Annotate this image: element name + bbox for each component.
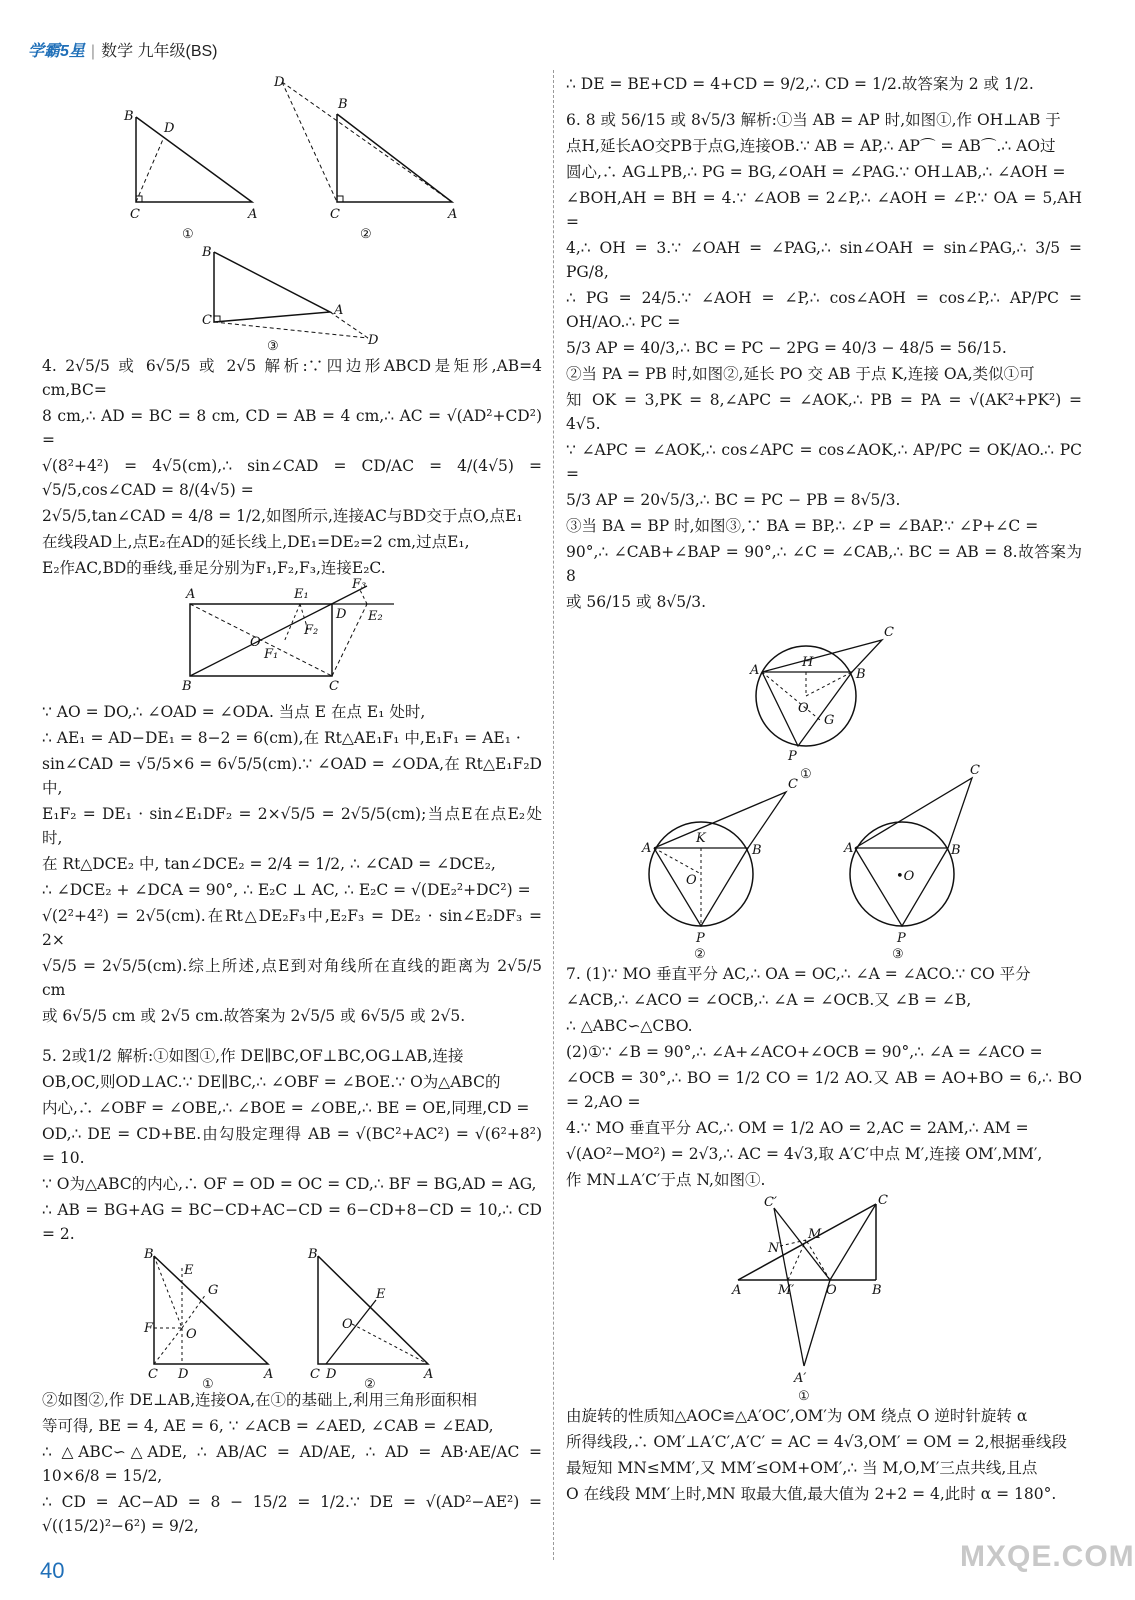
fig6-2-label-P: P (696, 931, 705, 946)
right-column (566, 72, 1082, 1508)
answer-5b-line: ∴ CD = AC−AD = 8 − 15/2 = 1/2.∵ DE = √(AD²−AE²) = √((15/2)²−6²) = 9/2, (42, 1493, 542, 1535)
fig3-1-label-C: C (130, 207, 140, 222)
fig4-label-C: C (329, 679, 339, 694)
fig6-2-tangent (654, 792, 786, 848)
fig3-2-label-B: B (338, 97, 348, 112)
fig5-2-label-B: B (308, 1247, 318, 1262)
fig4-label-F1: F₁ (264, 647, 279, 662)
fig3-1-label-D: D (164, 121, 175, 136)
answer-6-line: ③当 BA = BP 时,如图③,∵ BA = BP,∴ ∠P = ∠BAP.∵ ∠P+∠C = (566, 517, 1039, 535)
fig6-3-label-O: •O (896, 869, 915, 884)
answer-7 (566, 962, 1082, 1192)
answer-5-conclusion: ∴ DE = BE+CD = 4+CD = 9/2,∴ CD = 1/2.故答案为 2 或 1/2. (566, 75, 1034, 93)
watermark-logo: MXQE.COM (960, 1540, 1135, 1573)
answer-6-line: 5/3 AP = 20√5/3,∴ BC = PC − PB = 8√5/3. (566, 491, 901, 509)
fig3-3-caption: ③ (267, 339, 279, 354)
fig6-1-label-B: B (856, 667, 866, 682)
fig4-label-O: O (250, 635, 261, 650)
fig7-label-M: M (808, 1227, 822, 1242)
fig7-label-C: C (878, 1193, 888, 1208)
answer-6 (566, 108, 1082, 614)
fig5-2-triangle (318, 1256, 428, 1364)
answer-6-line: 点H,延长AO交PB于点G,连接OB.∵ AB = AP,∴ AP⌒ = AB⌒.∴ AO过 (566, 137, 1056, 155)
answer-5-line: OD,∴ DE = CD+BE.由勾股定理得 AB = √(BC²+AC²) = √(6²+8²) = 10. (42, 1125, 542, 1167)
answer-6-line: ②当 PA = PB 时,如图②,延长 PO 交 AB 于点 K,连接 OA,类似①可 (566, 365, 1035, 383)
fig5-2-label-E: E (376, 1287, 386, 1302)
answer-5-continued (42, 1388, 542, 1538)
fig7-label-A: A (732, 1283, 742, 1298)
fig6-1-caption: ① (800, 767, 812, 782)
answer-7b-line: 最短知 MN≤MM′,又 MM′≤OM+OM′,∴ 当 M,O,M′三点共线,且点 (566, 1459, 1038, 1477)
fig7-label-C1: C′ (764, 1195, 777, 1210)
fig3-3-label-C: C (202, 313, 212, 328)
fig6-1-label-H: H (802, 655, 814, 670)
answer-4-line: √(8²+4²) = 4√5(cm),∴ sin∠CAD = CD/AC = 4/(4√5) = √5/5,cos∠CAD = 8/(4√5) = (42, 457, 542, 499)
answer-6-line: 知 OK = 3,PK = 8,∠APC = ∠AOK,∴ PB = PA = √(AK²+PK²) = 4√5. (566, 391, 1082, 433)
answer-4-line: 2√5/5,tan∠CAD = 4/8 = 1/2,如图所示,连接AC与BD交于点O,点E₁ (42, 507, 523, 525)
figure-6 (566, 616, 1082, 962)
fig4-e2f3 (360, 590, 367, 604)
fig7-caption: ① (798, 1389, 810, 1404)
fig6-1-label-O: O (798, 701, 809, 716)
header-separator: | (90, 43, 96, 60)
fig6-2-oa (654, 848, 701, 874)
answer-7-line: (2)①∵ ∠B = 90°,∴ ∠A+∠ACO+∠OCB = 90°,∴ ∠A = ∠ACO = (566, 1043, 1043, 1061)
fig3-1-caption: ① (182, 227, 194, 242)
fig6-1-label-C: C (884, 625, 894, 640)
fig6-1-label-A: A (750, 663, 760, 678)
fig3-2-caption: ② (360, 227, 372, 242)
answer-7-line: 7. (1)∵ MO 垂直平分 AC,∴ OA = OC,∴ ∠A = ∠ACO.∵ CO 平分 (566, 965, 1031, 983)
fig4-label-B: B (182, 679, 192, 694)
fig4-label-A: A (186, 587, 196, 602)
answer-7-line: √(AO²−MO²) = 2√3,∴ AC = 4√3,取 A′C′中点 M′,连接 OM′,MM′, (566, 1145, 1043, 1163)
answer-4b-line: √(2²+4²) = 2√5(cm).在Rt△DE₂F₃中,E₂F₃ = DE₂ · sin∠E₂DF₃ = 2× (42, 907, 542, 949)
fig5-2-oa (352, 1324, 428, 1364)
fig5-2-label-O: O (342, 1317, 353, 1332)
fig6-2-label-K: K (696, 831, 706, 846)
figure-3 (112, 75, 562, 354)
answer-5b-line: 等可得, BE = 4, AE = 6, ∵ ∠ACB = ∠AED, ∠CAB = ∠EAD, (42, 1417, 494, 1435)
fig4-label-E1: E₁ (294, 587, 309, 602)
answer-5-line: OB,OC,则OD⊥AC.∵ DE∥BC,∴ ∠OBF = ∠BOE.∵ O为△ABC的 (42, 1073, 501, 1091)
fig3-1-label-B: B (124, 109, 134, 124)
fig3-2-dashed-dc (282, 82, 337, 202)
fig4-e1f1 (284, 604, 300, 642)
fig4-label-D: D (336, 607, 347, 622)
fig6-3-label-A: A (844, 841, 854, 856)
answer-5b-line: ②如图②,作 DE⊥AB,连接OA,在①的基础上,利用三角形面积相 (42, 1391, 477, 1409)
fig3-3-dashed-cd (214, 322, 368, 338)
fig5-1-label-C: C (148, 1367, 158, 1382)
fig3-2-label-D: D (274, 75, 285, 90)
answer-4b-line: ∴ AE₁ = AD−DE₁ = 8−2 = 6(cm),在 Rt△AE₁F₁ 中,E₁F₁ = AE₁ · (42, 729, 521, 747)
fig6-3-label-P: P (897, 931, 906, 946)
fig7-co (830, 1204, 876, 1280)
answer-7b-line: O 在线段 MM′上时,MN 取最大值,最大值为 2+2 = 4,此时 α = 180°. (566, 1485, 1057, 1503)
figure-5 (42, 1247, 542, 1392)
answer-4-line: E₂作AC,BD的垂线,垂足分别为F₁,F₂,F₃,连接E₂C. (42, 559, 386, 577)
fig6-2-label-C: C (788, 777, 798, 792)
fig6-3-caption: ③ (892, 947, 904, 962)
fig6-2-caption: ② (694, 947, 706, 962)
answer-7b-line: 由旋转的性质知△AOC≌△A′OC′,OM′为 OM 绕点 O 逆时针旋转 α (566, 1407, 1028, 1425)
fig7-label-O: O (826, 1283, 837, 1298)
answer-6-line: 6. 8 或 56/15 或 8√5/3 解析:①当 AB = AP 时,如图①,作 OH⊥AB 于 (566, 111, 1061, 129)
fig6-3-label-C: C (970, 763, 980, 778)
fig7-label-N: N (768, 1241, 780, 1256)
answer-4b-line: E₁F₂ = DE₁ · sin∠E₁DF₂ = 2×√5/5 = 2√5/5(cm);当点E在点E₂处时, (42, 805, 542, 847)
answer-4b-line: 在 Rt△DCE₂ 中, tan∠DCE₂ = 2/4 = 1/2, ∴ ∠CAD = ∠DCE₂, (42, 855, 496, 873)
fig5-2-label-D: D (326, 1367, 337, 1382)
answer-7-line: ∴ △ABC∽△CBO. (566, 1017, 693, 1035)
fig5-2-label-A: A (424, 1367, 434, 1382)
fig6-3-tangent (855, 778, 972, 848)
fig5-2-caption: ② (364, 1377, 376, 1392)
fig5-1-label-F: F (144, 1321, 154, 1336)
fig5-1-ob (154, 1256, 182, 1328)
fig3-3-label-A: A (334, 303, 344, 318)
fig4-diag-bd (190, 586, 367, 676)
answer-4b-line: sin∠CAD = √5/5×6 = 6√5/5(cm).∵ ∠OAD = ∠ODA,在 Rt△E₁F₂D 中, (42, 755, 542, 797)
fig3-2-triangle (337, 114, 452, 202)
fig4-label-E2: E₂ (368, 609, 383, 624)
fig5-2-label-C: C (310, 1367, 320, 1382)
fig3-2-right-angle (337, 196, 343, 202)
fig6-3-label-B: B (951, 843, 961, 858)
answer-4b-line: ∵ AO = DO,∴ ∠OAD = ∠ODA. 当点 E 在点 E₁ 处时, (42, 703, 426, 721)
fig7-label-M1: M′ (778, 1283, 795, 1298)
fig5-1-og (182, 1294, 206, 1328)
fig7-label-A1: A′ (794, 1371, 807, 1386)
answer-5-line: 内心,∴ ∠OBF = ∠OBE,∴ ∠BOE = ∠OBE,∴ BE = OE,同理,CD = (42, 1099, 530, 1117)
answer-7-line: 4.∵ MO 垂直平分 AC,∴ OM = 1/2 AO = 2,AC = 2AM,∴ AM = (566, 1119, 1029, 1137)
fig6-1-label-G: G (824, 713, 835, 728)
answer-7b-line: 所得线段,∴ OM′⊥A′C′,A′C′ = AC = 4√3,OM′ = OM = 2,根据垂线段 (566, 1433, 1068, 1451)
fig3-2-label-A: A (448, 207, 458, 222)
fig3-2-dashed-da (282, 82, 452, 202)
page-header (28, 38, 218, 61)
answer-7-continued (566, 1404, 1082, 1506)
fig5-1-oc (154, 1328, 182, 1364)
fig7-om (806, 1240, 830, 1280)
brand-logo: 学霸5星 (28, 43, 85, 60)
page-number: 40 (40, 1558, 65, 1583)
answer-4b-line: √5/5 = 2√5/5(cm).综上所述,点E到对角线所在直线的距离为 2√5/5 cm (42, 957, 542, 999)
answer-5b-line: ∴ △ABC∽△ADE, ∴ AB/AC = AD/AE, ∴ AD = AB·AE/AC = 10×6/8 = 15/2, (42, 1443, 542, 1485)
fig7-label-B: B (872, 1283, 882, 1298)
fig4-label-F3: F₃ (352, 577, 367, 592)
answer-6-line: 90°,∴ ∠CAB+∠BAP = 90°,∴ ∠C = ∠CAB,∴ BC = AB = 8.故答案为 8 (566, 543, 1082, 585)
fig5-1-label-B: B (144, 1247, 154, 1262)
fig3-1-label-A: A (248, 207, 258, 222)
answer-6-line: ∠BOH,AH = BH = 4.∵ ∠AOB = 2∠P,∴ ∠AOH = ∠P.∵ OA = 5,AH = (566, 189, 1082, 231)
fig6-2-label-O: O (686, 873, 697, 888)
fig4-label-F2: F₂ (304, 623, 319, 638)
fig3-3-label-B: B (202, 245, 212, 260)
fig7-mm1 (788, 1240, 806, 1280)
fig5-1-label-O: O (186, 1327, 197, 1342)
figure-7 (566, 1194, 1082, 1404)
answer-6-line: 或 56/15 或 8√5/3. (566, 593, 707, 611)
header-subject: 数学 九年级(BS) (101, 43, 218, 60)
answer-4b-line: ∴ ∠DCE₂ + ∠DCA = 90°, ∴ E₂C ⊥ AC, ∴ E₂C = √(DE₂²+DC²) = (42, 881, 531, 899)
fig3-3-label-D: D (368, 333, 379, 348)
answer-7-line: 作 MN⊥A′C′于点 N,如图①. (566, 1171, 766, 1189)
answer-4-line: 8 cm,∴ AD = BC = 8 cm, CD = AB = 4 cm,∴ AC = √(AD²+CD²) = (42, 407, 542, 449)
fig3-1-triangle (136, 117, 252, 202)
answer-4-line: 4. 2√5/5 或 6√5/5 或 2√5 解析:∵四边形ABCD是矩形,AB=4 cm,BC= (42, 357, 542, 399)
answer-4-line: 在线段AD上,点E₂在AD的延长线上,DE₁=DE₂=2 cm,过点E₁, (42, 533, 470, 551)
fig5-2-de (326, 1300, 376, 1364)
fig6-1-label-P: P (788, 749, 797, 764)
figure-3-group (42, 72, 542, 354)
fig5-1-label-G: G (208, 1283, 219, 1298)
answer-4 (42, 354, 542, 580)
figure-4-rectangle (42, 577, 542, 700)
answer-4b-line: 或 6√5/5 cm 或 2√5 cm.故答案为 2√5/5 或 6√5/5 或 2√5. (42, 1007, 466, 1025)
answer-7-line: ∠ACB,∴ ∠ACO = ∠OCB,∴ ∠A = ∠OCB.又 ∠B = ∠B, (566, 991, 972, 1009)
fig5-1-label-A: A (264, 1367, 274, 1382)
answer-5-line: 5. 2或1/2 解析:①如图①,作 DE∥BC,OF⊥BC,OG⊥AB,连接 (42, 1047, 464, 1065)
answer-6-line: 5/3 AP = 40/3,∴ BC = PC − 2PG = 40/3 − 48/5 = 56/15. (566, 339, 1007, 357)
answer-5-line: ∵ O为△ABC的内心,∴ OF = OD = OC = CD,∴ BF = BG,AD = AG, (42, 1175, 537, 1193)
fig6-2-label-A: A (642, 841, 652, 856)
answer-7-line: ∠OCB = 30°,∴ BO = 1/2 CO = 1/2 AO.又 AB = AO+BO = 6,∴ BO = 2,AO = (566, 1069, 1082, 1111)
fig3-3-triangle (214, 252, 330, 322)
fig6-2-label-B: B (752, 843, 762, 858)
fig5-1-label-D: D (178, 1367, 189, 1382)
fig7-c1o (774, 1208, 830, 1280)
answer-5-line: ∴ AB = BG+AG = BC−CD+AC−CD = 6−CD+8−CD = 10,∴ CD = 2. (42, 1201, 542, 1243)
answer-5 (42, 1044, 542, 1246)
answer-6-line: ∴ PG = 24/5.∵ ∠AOH = ∠P,∴ cos∠AOH = cos∠P,∴ AP/PC = OH/AO.∴ PC = (566, 289, 1082, 331)
fig5-1-label-E: E (184, 1263, 194, 1278)
fig5-1-caption: ① (202, 1377, 214, 1392)
answer-4-continued (42, 700, 542, 1028)
fig5-1-triangle (154, 1256, 268, 1364)
left-column (42, 72, 542, 1540)
fig6-1-ob (806, 672, 852, 696)
answer-6-line: ∵ ∠APC = ∠AOK,∴ cos∠APC = cos∠AOK,∴ AP/PC = OK/AO.∴ PC = (566, 441, 1082, 483)
fig3-1-dashed (136, 137, 164, 202)
fig6-1-ag (762, 672, 820, 720)
fig3-2-label-C: C (330, 207, 340, 222)
answer-6-line: 圆心,∴ AG⊥PB,∴ PG = BG,∠OAH = ∠PAG.∵ OH⊥AB,∴ ∠AOH = (566, 163, 1066, 181)
answer-6-line: 4,∴ OH = 3.∵ ∠OAH = ∠PAG,∴ sin∠OAH = sin∠PAG,∴ 3/5 = PG/8, (566, 239, 1082, 281)
